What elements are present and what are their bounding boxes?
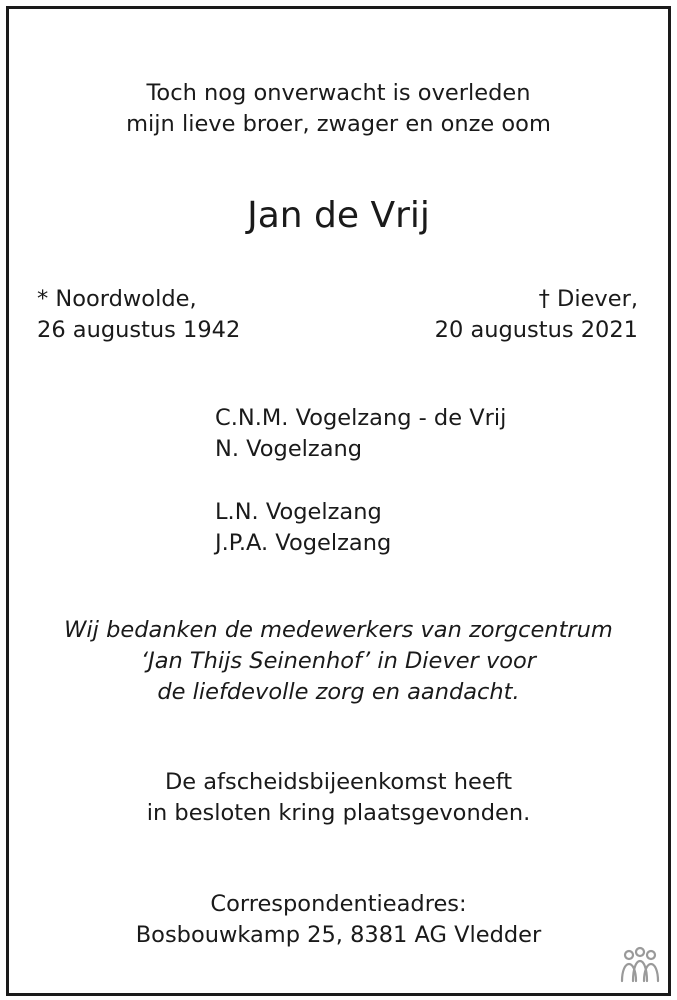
correspondence-address — [0, 889, 677, 951]
family-spacer — [215, 465, 506, 497]
farewell-line: De afscheidsbijeenkomst heeft — [164, 769, 513, 795]
family-member: N. Vogelzang — [215, 436, 363, 462]
thanks-line: de liefdevolle zorg en aandacht. — [157, 679, 520, 705]
family-people-icon — [617, 945, 663, 985]
address-street: Bosbouwkamp 25, 8381 AG Vledder — [135, 922, 542, 948]
thanks-line: Wij bedanken de medewerkers van zorgcentrum — [64, 617, 613, 643]
family-member: J.P.A. Vogelzang — [215, 530, 392, 556]
thanks-text — [0, 615, 677, 708]
death-info — [435, 284, 638, 346]
family-names — [215, 403, 506, 559]
birth-info — [37, 284, 240, 346]
intro-line: Toch nog onverwacht is overleden — [146, 80, 531, 106]
death-place: † Diever, — [538, 286, 638, 312]
farewell-text — [0, 767, 677, 829]
death-date: 20 augustus 2021 — [434, 317, 638, 343]
birth-date: 26 augustus 1942 — [37, 317, 241, 343]
family-member: L.N. Vogelzang — [215, 499, 382, 525]
deceased-name: Jan de Vrij — [247, 195, 430, 236]
family-member: C.N.M. Vogelzang - de Vrij — [215, 405, 507, 431]
address-label: Correspondentieadres: — [210, 891, 467, 917]
intro-text — [0, 78, 677, 140]
intro-line: mijn lieve broer, zwager en onze oom — [126, 111, 551, 137]
farewell-line: in besloten kring plaatsgevonden. — [146, 800, 531, 826]
thanks-line: ‘Jan Thijs Seinenhof’ in Diever voor — [140, 648, 537, 674]
birth-place: * Noordwolde, — [37, 286, 197, 312]
